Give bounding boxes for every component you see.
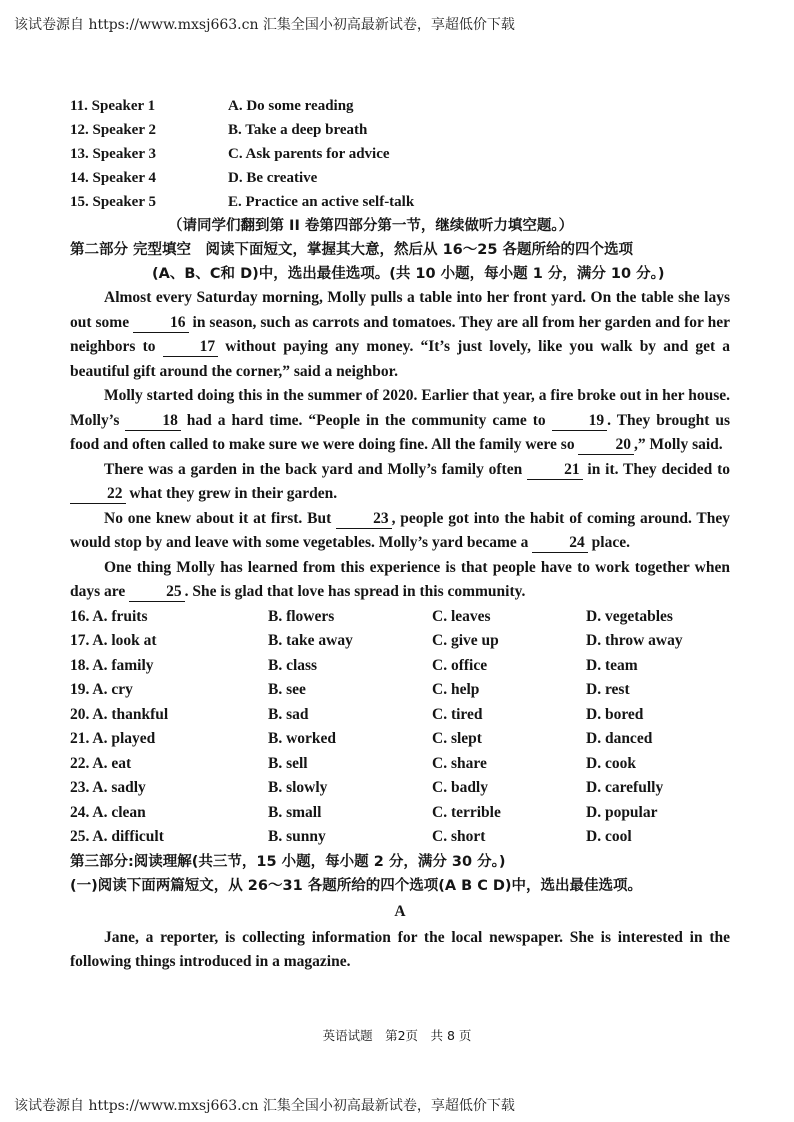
- passage-text: place.: [587, 534, 630, 551]
- passage-paragraph-1: [70, 286, 730, 384]
- choice-d: D. team: [586, 656, 638, 674]
- passage-text: ,” Molly said.: [633, 436, 723, 453]
- choice-c: C. short: [432, 828, 486, 845]
- choice-row: [70, 605, 730, 630]
- choice-d: D. rest: [586, 681, 630, 698]
- choice-c: C. terrible: [432, 803, 501, 821]
- matching-item: [70, 166, 730, 190]
- passage-text: in it. They decided to: [582, 460, 730, 478]
- choice-row: [70, 703, 730, 728]
- passage-text: what they grew in their garden.: [125, 485, 338, 502]
- choice-a: 23. A. sadly: [70, 779, 146, 796]
- passage-text: One thing Molly has learned from this experience is that people have to work together when days are: [70, 558, 730, 600]
- choice-b: B. sad: [268, 705, 309, 723]
- choice-b: B. small: [268, 803, 322, 821]
- blank-20: 20: [578, 436, 634, 455]
- choice-c: C. give up: [432, 632, 499, 649]
- blank-18: 18: [125, 412, 181, 431]
- page-footer: 英语试题 第2页 共 8 页: [322, 1028, 472, 1043]
- section-letter: A: [394, 902, 406, 920]
- part2-heading: 第二部分 完型填空 阅读下面短文，掌握其大意，然后从 16～25 各题所给的四个选项: [70, 242, 633, 258]
- matching-item: [70, 142, 730, 166]
- speaker-label: 11. Speaker 1: [70, 98, 156, 114]
- choice-b: B. class: [268, 656, 318, 674]
- match-option: D. Be creative: [228, 170, 318, 186]
- choice-b: B. sell: [268, 754, 308, 772]
- choice-row: [70, 825, 730, 850]
- passage-text: had a hard time. “People in the community came to: [180, 411, 552, 429]
- choice-c: C. badly: [432, 779, 488, 796]
- choice-a: 16. A. fruits: [70, 607, 148, 625]
- passage-text: Almost every Saturday morning, Molly pulls a table into her front yard. On the table she lays out some: [70, 289, 730, 331]
- passage-paragraph-4: [70, 507, 730, 556]
- choice-d: D. vegetables: [586, 607, 673, 625]
- listening-notice: （请同学们翻到第 II 卷第四部分第一节，继续做听力填空题。）: [168, 218, 574, 234]
- choice-row: [70, 727, 730, 752]
- part3-subheading: (一)阅读下面两篇短文，从 26～31 各题所给的四个选项(A B C D)中，选出最佳选项。: [70, 877, 643, 894]
- passage-text: No one knew about it at first. But: [104, 509, 337, 527]
- watermark-top: 该试卷源自 https://www.mxsj663.cn 汇集全国小初高最新试卷，享超低价下载: [14, 17, 515, 33]
- choice-c: C. help: [432, 681, 480, 698]
- choice-row: [70, 678, 730, 703]
- matching-item: [70, 94, 730, 118]
- choice-d: D. throw away: [586, 632, 683, 649]
- passage-paragraph-5: [70, 556, 730, 605]
- match-option: C. Ask parents for advice: [228, 146, 390, 162]
- choice-a: 18. A. family: [70, 656, 154, 674]
- choice-d: D. danced: [586, 730, 653, 747]
- reading-intro: Jane, a reporter, is collecting information for the local newspaper. She is interested in the following things introduced in a magazine.: [70, 928, 730, 970]
- choice-row: [70, 801, 730, 826]
- passage-text: in season, such as carrots and tomatoes. They are all from her garden and for her neighbors to: [70, 313, 730, 355]
- choice-d: D. bored: [586, 705, 644, 723]
- matching-item: [70, 118, 730, 142]
- watermark-bottom: 该试卷源自 https://www.mxsj663.cn 汇集全国小初高最新试卷，享超低价下载: [14, 1098, 515, 1114]
- passage-text: . She is glad that love has spread in this community.: [184, 583, 526, 600]
- passage-text: without paying any money. “It’s just lovely, like you walk by and get a beautiful gift around the corner,” said a neighbor.: [70, 338, 730, 380]
- match-option: B. Take a deep breath: [228, 122, 368, 138]
- blank-17: 17: [163, 338, 219, 357]
- choice-b: B. take away: [268, 632, 353, 649]
- blank-16: 16: [133, 314, 189, 333]
- choice-c: C. share: [432, 754, 487, 772]
- choice-d: D. cool: [586, 828, 632, 845]
- blank-23: 23: [336, 510, 392, 529]
- choice-a: 22. A. eat: [70, 754, 132, 772]
- passage-text: Molly started doing this in the summer of 2020. Earlier that year, a fire broke out in her house. Molly’s: [70, 387, 730, 429]
- choice-row: [70, 776, 730, 801]
- choice-b: B. slowly: [268, 779, 328, 796]
- choice-b: B. worked: [268, 730, 337, 747]
- choice-c: C. tired: [432, 705, 483, 723]
- matching-list: [70, 94, 730, 214]
- choice-a: 21. A. played: [70, 730, 156, 747]
- passage-paragraph-3: [70, 458, 730, 507]
- blank-22: 22: [70, 485, 126, 504]
- passage-paragraph-2: [70, 384, 730, 458]
- match-option: E. Practice an active self-talk: [228, 194, 415, 210]
- blank-21: 21: [527, 461, 583, 480]
- choice-a: 24. A. clean: [70, 803, 146, 821]
- choice-row: [70, 752, 730, 777]
- choice-b: B. flowers: [268, 607, 335, 625]
- part2-heading-cont: (A、B、C和 D)中，选出最佳选项。(共 10 小题，每小题 1 分，满分 10 分。): [152, 266, 665, 282]
- choice-a: 17. A. look at: [70, 632, 157, 649]
- choices-list: [70, 605, 730, 850]
- choice-row: [70, 654, 730, 679]
- choice-b: B. see: [268, 681, 306, 698]
- choice-a: 20. A. thankful: [70, 705, 169, 723]
- choice-d: D. popular: [586, 803, 658, 821]
- choice-c: C. leaves: [432, 607, 491, 625]
- choice-d: D. cook: [586, 754, 636, 772]
- choice-d: D. carefully: [586, 779, 664, 796]
- speaker-label: 15. Speaker 5: [70, 194, 156, 210]
- choice-b: B. sunny: [268, 828, 326, 845]
- blank-24: 24: [532, 534, 588, 553]
- blank-25: 25: [129, 583, 185, 602]
- matching-item: [70, 190, 730, 214]
- blank-19: 19: [552, 412, 608, 431]
- speaker-label: 12. Speaker 2: [70, 122, 156, 138]
- choice-a: 25. A. difficult: [70, 828, 164, 845]
- part3-heading: 第三部分:阅读理解(共三节，15 小题，每小题 2 分，满分 30 分。): [70, 853, 506, 870]
- speaker-label: 14. Speaker 4: [70, 170, 156, 186]
- choice-c: C. office: [432, 656, 488, 674]
- page-content: [70, 94, 730, 975]
- match-option: A. Do some reading: [228, 98, 354, 114]
- passage-text: There was a garden in the back yard and Molly’s family often: [104, 460, 528, 478]
- choice-a: 19. A. cry: [70, 681, 133, 698]
- passage-text: , people got into the habit of coming around. They would stop by and leave with some vegetables. Molly’s yard became a: [70, 509, 730, 551]
- choice-c: C. slept: [432, 730, 482, 747]
- speaker-label: 13. Speaker 3: [70, 146, 156, 162]
- choice-row: [70, 629, 730, 654]
- passage-text: . They brought us food and often called to make sure we were doing fine. All the family were so: [70, 411, 730, 453]
